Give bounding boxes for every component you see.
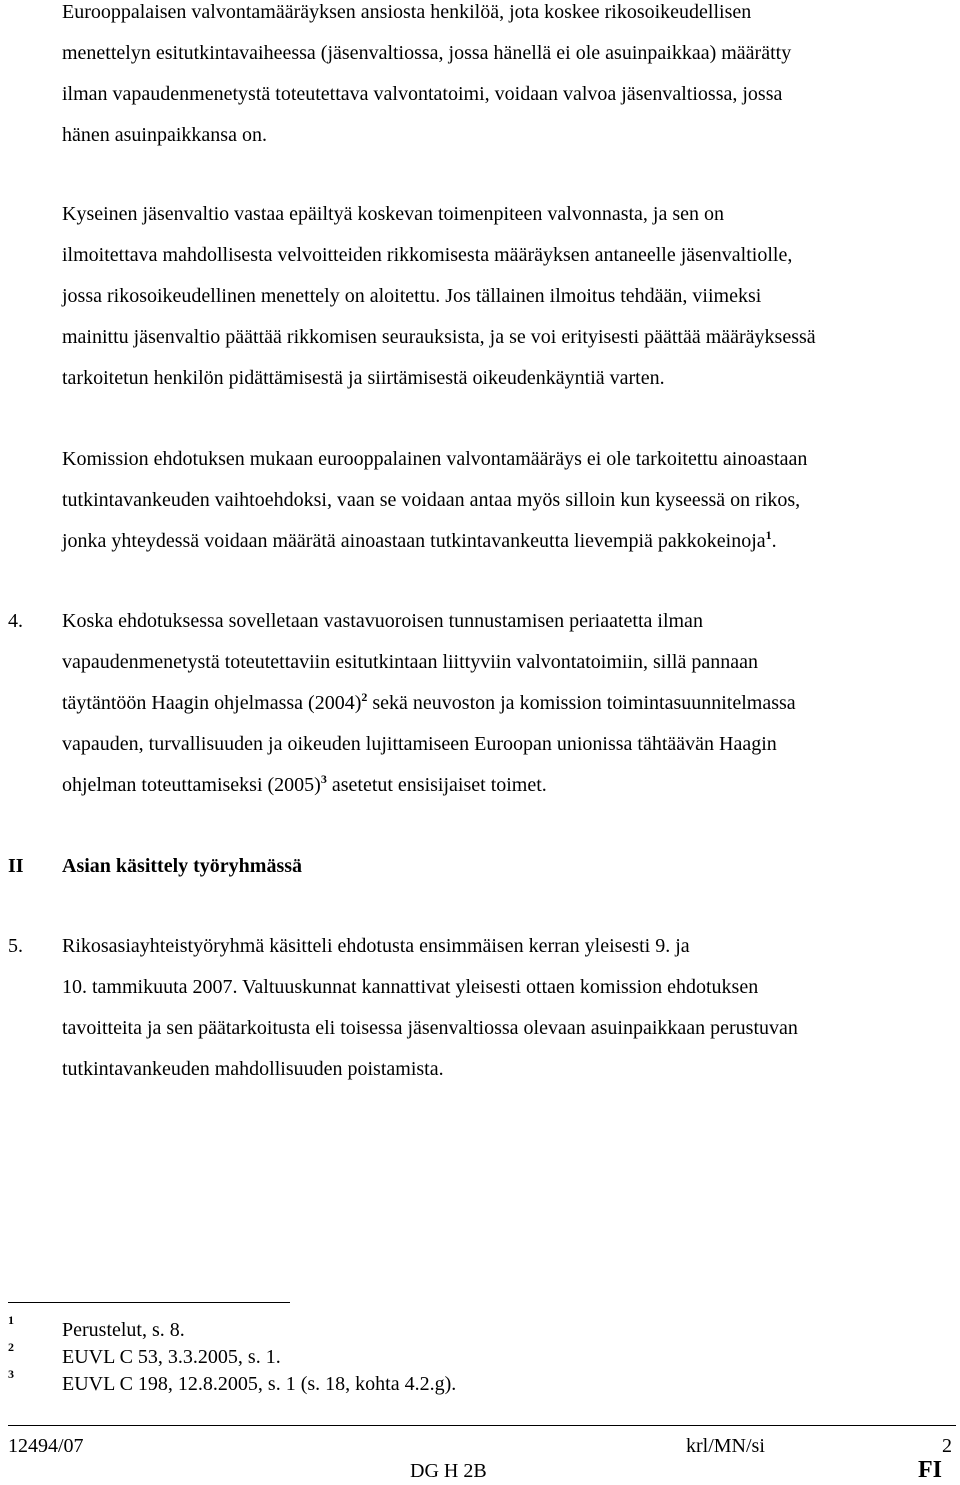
footnote-mark: 3 <box>8 1367 14 1381</box>
text-segment: . <box>771 530 777 552</box>
footnote-text: Perustelut, s. 8. <box>62 1319 185 1341</box>
text-segment: sekä neuvoston ja komission toimintasuunnitelmassa <box>367 692 796 714</box>
text-line: jossa rikosoikeudellinen menettely on aloitettu. Jos tällainen ilmoitus tehdään, viimeksi <box>62 285 762 307</box>
footnote-text: EUVL C 198, 12.8.2005, s. 1 (s. 18, kohta 4.2.g). <box>62 1373 457 1395</box>
footnote-text: EUVL C 53, 3.3.2005, s. 1. <box>62 1346 281 1368</box>
language-code: FI <box>918 1457 942 1483</box>
directorate: DG H 2B <box>410 1460 487 1482</box>
text-line: Kyseinen jäsenvaltio vastaa epäiltyä koskevan toimenpiteen valvonnasta, ja sen on <box>62 203 725 225</box>
paragraph-3 <box>62 439 956 562</box>
text-line: tutkintavankeuden vaihtoehdoksi, vaan se voidaan antaa myös silloin kun kyseessä on rikos, <box>62 489 801 511</box>
author-initials: krl/MN/si <box>686 1435 765 1457</box>
text-line: Komission ehdotuksen mukaan eurooppalainen valvontamääräys ei ole tarkoitettu ainoastaan <box>62 448 808 470</box>
text-line: ilmoitettava mahdollisesta velvoitteiden rikkomisesta määräyksen antaneelle jäsenvaltiolle, <box>62 244 793 266</box>
text-line <box>62 765 956 806</box>
paragraph-4 <box>62 601 956 806</box>
footnote-ref-1[interactable]: 1 <box>765 528 772 542</box>
paragraph-5-number: 5. <box>8 935 23 957</box>
paragraph-5 <box>62 926 956 1090</box>
footnote-mark: 1 <box>8 1313 14 1327</box>
footnote-ref-2[interactable]: 2 <box>361 690 368 704</box>
section-title: Asian käsittely työryhmässä <box>62 855 303 877</box>
text-segment: täytäntöön Haagin ohjelmassa (2004) <box>62 692 362 714</box>
footer-separator <box>8 1425 956 1426</box>
text-line: tavoitteita ja sen päätarkoitusta eli toisessa jäsenvaltiossa olevaan asuinpaikkaan perustuvan <box>62 1017 798 1039</box>
footnote-ref-3[interactable]: 3 <box>320 772 327 786</box>
text-segment: ohjelman toteuttamiseksi (2005) <box>62 774 321 796</box>
text-segment: jonka yhteydessä voidaan määrätä ainoastaan tutkintavankeutta lievempiä pakkokeinoja <box>62 530 766 552</box>
text-line: Rikosasiayhteistyöryhmä käsitteli ehdotusta ensimmäisen kerran yleisesti 9. ja <box>62 935 690 957</box>
text-line: tarkoitetun henkilön pidättämisestä ja siirtämisestä oikeudenkäyntiä varten. <box>62 367 665 389</box>
text-line <box>62 683 956 724</box>
text-line: vapaudenmenetystä toteutettaviin esitutkintaan liittyviin valvontatoimiin, sillä pannaan <box>62 651 758 673</box>
footnote-mark: 2 <box>8 1340 14 1354</box>
section-number: II <box>8 855 24 877</box>
paragraph-1 <box>62 0 956 156</box>
page-number: 2 <box>942 1435 952 1457</box>
text-line: Eurooppalaisen valvontamääräyksen ansiosta henkilöä, jota koskee rikosoikeudellisen <box>62 1 752 23</box>
text-line: menettelyn esitutkintavaiheessa (jäsenvaltiossa, jossa hänellä ei ole asuinpaikkaa) määrätty <box>62 42 792 64</box>
text-line: 10. tammikuuta 2007. Valtuuskunnat kannattivat yleisesti ottaen komission ehdotuksen <box>62 976 759 998</box>
paragraph-4-number: 4. <box>8 610 23 632</box>
text-line: Koska ehdotuksessa sovelletaan vastavuoroisen tunnustamisen periaatetta ilman <box>62 610 703 632</box>
text-line: vapauden, turvallisuuden ja oikeuden lujittamiseen Euroopan unionissa tähtäävän Haagin <box>62 733 777 755</box>
text-line: mainittu jäsenvaltio päättää rikkomisen seurauksista, ja se voi erityisesti päättää määräyksessä <box>62 326 816 348</box>
text-segment: asetetut ensisijaiset toimet. <box>326 774 547 796</box>
text-line: tutkintavankeuden mahdollisuuden poistamista. <box>62 1058 444 1080</box>
text-line <box>62 521 956 562</box>
text-line: ilman vapaudenmenetystä toteutettava valvontatoimi, voidaan valvoa jäsenvaltiossa, jossa <box>62 83 783 105</box>
paragraph-2 <box>62 194 956 399</box>
footnote-separator <box>8 1302 290 1303</box>
document-number: 12494/07 <box>8 1435 84 1457</box>
text-line: hänen asuinpaikkansa on. <box>62 124 267 146</box>
